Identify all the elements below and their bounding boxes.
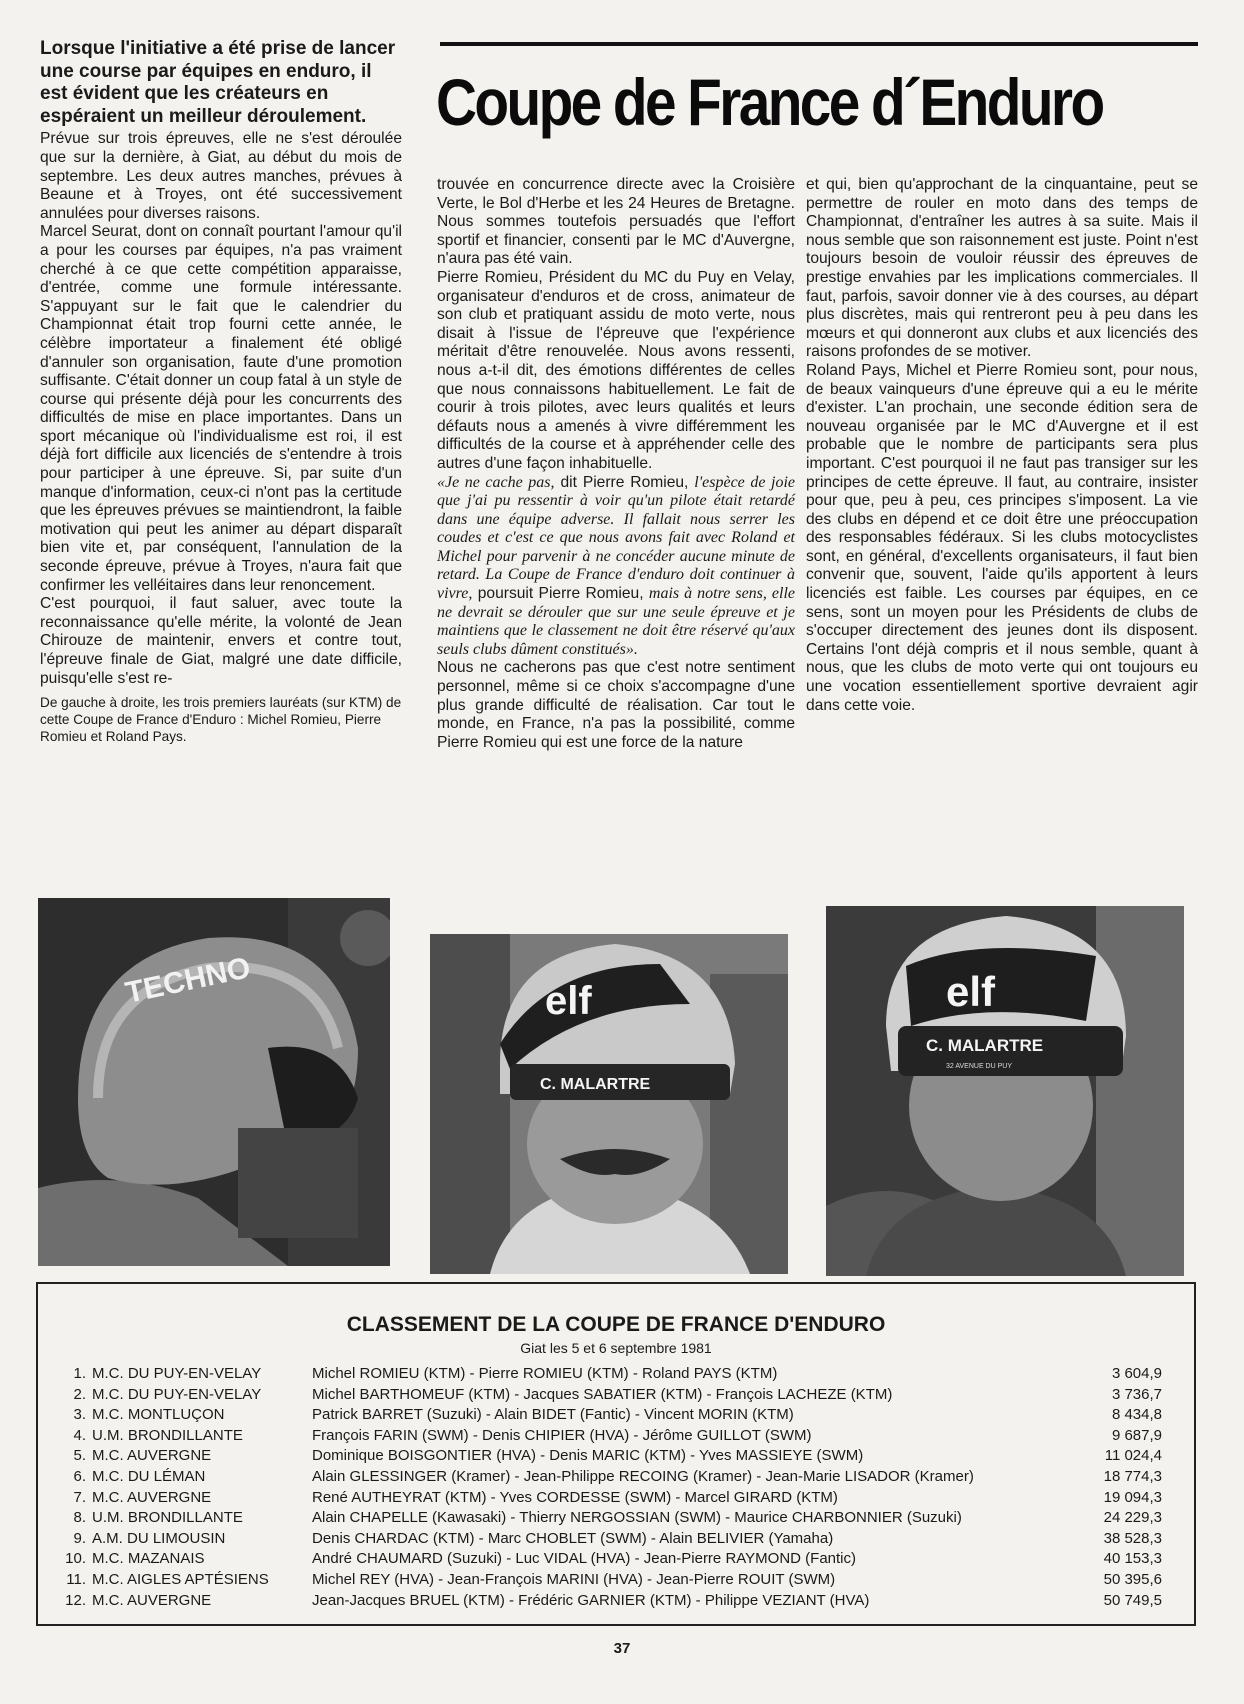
club-cell: M.C. MAZANAIS: [92, 1550, 205, 1568]
helmet-band: C. MALARTRE: [540, 1076, 651, 1093]
pilots-cell: Michel BARTHOMEUF (KTM) - Jacques SABATIER (KTM) - François LACHEZE (KTM): [312, 1385, 893, 1403]
club-cell: U.M. BRONDILLANTE: [92, 1509, 243, 1527]
quote-text: «Je ne cache pas,: [437, 473, 555, 491]
helmet-band-small: 32 AVENUE DU PUY: [946, 1063, 1013, 1070]
pilots-cell: Jean-Jacques BRUEL (KTM) - Frédéric GARNIER (KTM) - Philippe VEZIANT (HVA): [312, 1591, 870, 1609]
paragraph: Pierre Romieu, Président du MC du Puy en Velay, organisateur d'enduros et de cross, animateur de son club et pratiquant assidu de moto verte, nous disait à l'issue de l'épreuve que l'expérience méritait d'être renouvelée. Nous avons ressenti, nous a-t-il dit, des émotions différentes de celles que nous connaissons habituellement. Le fait de courir à trois pilotes, avec leurs qualités et leurs défauts nous a amenés à vivre différemment les difficultés de la course et à appréhender celle des autres d'une façon inhabituelle.: [437, 268, 795, 472]
column-1: [40, 38, 402, 745]
pilots-cell: Michel REY (HVA) - Jean-François MARINI (HVA) - Jean-Pierre ROUIT (SWM): [312, 1571, 836, 1588]
rank-cell: 5.: [73, 1447, 86, 1465]
table-row: [38, 1507, 1194, 1528]
quote-text: l'espèce de joie que j'ai pu ressentir à voir qu'un pilote était retardé dans une équipe adverse. Il fallait nous serrer les coudes et c'est ce que nous avons fait avec Roland et Michel pour parvenir à ne concéder aucune minute de retard. La Coupe de France d'enduro doit continuer à vivre,: [437, 473, 796, 603]
rank-cell: 2.: [73, 1385, 86, 1403]
table-row: [38, 1466, 1194, 1487]
paragraph: trouvée en concurrence directe avec la Croisière Verte, le Bol d'Herbe et les 24 Heures de Bretagne. Nous sommes toutefois persuadés que l'effort sportif et financier, consenti par le MC d'Auvergne, n'aura pas été vain.: [437, 176, 795, 268]
classement-title: CLASSEMENT DE LA COUPE DE FRANCE D'ENDURO: [346, 1313, 886, 1336]
paragraph: et qui, bien qu'approchant de la cinquantaine, peut se permettre de rouler en moto dans des temps de Championnat, d'entraîner les autres à sa suite. Mais il nous semble que son raisonnement est juste. Point n'est toujours besoin de vouloir réussir des épreuves de prestige envahies par les implications commerciales. Il faut, parfois, savoir donner vie à des courses, au départ plus discrètes, mais qui rentreront peu à peu dans les mœurs et qui donneront aux clubs et aux licenciés des raisons profondes de se motiver.: [806, 176, 1198, 361]
page-number: 37: [613, 1640, 631, 1657]
table-row: [38, 1569, 1194, 1590]
club-cell: M.C. DU PUY-EN-VELAY: [92, 1385, 262, 1403]
table-row: [38, 1404, 1194, 1425]
table-row: [38, 1487, 1194, 1508]
table-row: [38, 1363, 1194, 1384]
club-cell: M.C. DU LÉMAN: [92, 1468, 206, 1485]
club-cell: M.C. AUVERGNE: [92, 1447, 212, 1465]
pilots-cell: Dominique BOISGONTIER (HVA) - Denis MARIC (KTM) - Yves MASSIEYE (SWM): [312, 1447, 864, 1465]
paragraph: Marcel Seurat, dont on connaît pourtant l'amour qu'il a pour les courses par équipes, n'a pas vraiment cherché à ce que cette compétition apparaisse, d'entrée, comme une formule intéressante. S'appuyant sur le fait que le calendrier du Championnat était trop fourni cette année, le célèbre importateur a finalement été obligé d'annuler son organisation, faute d'une promotion suffisante. C'était donner un coup fatal à un style de course qui présente déjà pour les concurrents des difficultés de mise en place importantes. Dans un sport mécanique où l'individualisme est roi, il est déjà fort difficile aux licenciés de s'entendre à trois pour participer à une épreuve. Si, par suite d'un manque d'information, ceux-ci n'ont pas la certitude que les épreuves prévues se maintiendront, la faible motivation qui peut les animer au départ disparaît bien vite et, par conséquent, l'annulation de la seconde épreuve, prévue à Troyes, n'aura fait que confirmer les velléitaires dans leur renoncement.: [40, 223, 402, 594]
table-row: [38, 1425, 1194, 1446]
table-row: [38, 1590, 1194, 1611]
classement-box: [36, 1282, 1196, 1626]
rank-cell: 10.: [65, 1550, 86, 1568]
rank-cell: 8.: [73, 1509, 86, 1527]
time-cell: 3 604,9: [1111, 1365, 1162, 1382]
title-rule: [440, 42, 1198, 46]
helmet-logo: TECHNO: [122, 951, 254, 1010]
column-3: [806, 176, 1198, 715]
club-cell: U.M. BRONDILLANTE: [92, 1426, 243, 1444]
club-cell: M.C. AUVERGNE: [92, 1488, 212, 1506]
quote-text: mais à notre sens, elle ne devrait se dérouler que sur une seule épreuve et je maintiens que le classement ne doit être réservé qu'aux seuls clubs dûment constitués».: [437, 585, 795, 658]
quote-attribution: dit Pierre Romieu,: [554, 473, 695, 491]
rank-cell: 7.: [73, 1488, 86, 1506]
time-cell: 3 736,7: [1111, 1385, 1162, 1403]
pilots-cell: Patrick BARRET (Suzuki) - Alain BIDET (Fantic) - Vincent MORIN (KTM): [312, 1406, 794, 1424]
paragraph: Prévue sur trois épreuves, elle ne s'est déroulée que sur la dernière, à Giat, au début du mois de septembre. Les deux autres manches, prévues à Beaune et à Troyes, ont été successivement annulées pour diverses raisons.: [40, 130, 402, 222]
helmet-brand: elf: [545, 979, 592, 1023]
time-cell: 18 774,3: [1103, 1468, 1162, 1485]
classement-subtitle: Giat les 5 et 6 septembre 1981: [520, 1340, 712, 1356]
helmet-band: C. MALARTRE: [926, 1036, 1044, 1055]
rank-cell: 1.: [73, 1365, 86, 1382]
pilots-cell: Alain CHAPELLE (Kawasaki) - Thierry NERGOSSIAN (SWM) - Maurice CHARBONNIER (Suzuki): [312, 1509, 962, 1527]
time-cell: 24 229,3: [1103, 1509, 1162, 1527]
club-cell: M.C. MONTLUÇON: [92, 1406, 225, 1424]
rank-cell: 11.: [66, 1571, 86, 1588]
photo-michel-romieu: [38, 898, 390, 1266]
photo-roland-pays: [826, 906, 1184, 1276]
pilots-cell: Michel ROMIEU (KTM) - Pierre ROMIEU (KTM) - Roland PAYS (KTM): [312, 1365, 778, 1382]
club-cell: M.C. AUVERGNE: [92, 1591, 212, 1609]
pilots-cell: René AUTHEYRAT (KTM) - Yves CORDESSE (SWM) - Marcel GIRARD (KTM): [312, 1488, 838, 1506]
column-2: [437, 176, 795, 752]
time-cell: 50 749,5: [1103, 1591, 1162, 1609]
table-row: [38, 1528, 1194, 1549]
quote-paragraph: [437, 474, 795, 660]
quote-attribution: poursuit Pierre Romieu,: [472, 585, 649, 603]
time-cell: 11 024,4: [1104, 1447, 1162, 1465]
club-cell: M.C. AIGLES APTÉSIENS: [92, 1571, 269, 1588]
paragraph: Roland Pays, Michel et Pierre Romieu sont, pour nous, de beaux vainqueurs d'une épreuve qui a eu le mérite d'exister. L'an prochain, une seconde édition sera de nouveau organisée par le MC d'Auvergne et il est probable que le nombre de participants sera plus important. C'est pourquoi il ne faut pas transiger sur les principes de cette épreuve. Il faut, au contraire, insister pour que, peu à peu, ces principes s'imposent. La vie des clubs en dépend et ce doit être une préoccupation des responsables fédéraux. Si les clubs motocyclistes sont, en général, d'excellents organisateurs, il faut bien convenir que, souvent, l'aide qu'ils apportent à leurs licenciés est faible. Les courses par équipes, en ce sens, sont un moyen pour les Présidents de clubs de s'occuper directement des jeunes dont ils disposent. Certains l'ont déjà compris et il nous semble, quant à nous, que les clubs de moto verte qui ont toujours eu une vocation essentiellement sportive devraient agir dans cette voie.: [806, 361, 1198, 714]
pilots-cell: André CHAUMARD (Suzuki) - Luc VIDAL (HVA) - Jean-Pierre RAYMOND (Fantic): [312, 1550, 856, 1568]
time-cell: 19 094,3: [1103, 1488, 1162, 1506]
club-cell: M.C. DU PUY-EN-VELAY: [92, 1365, 262, 1382]
intro-paragraph: Lorsque l'initiative a été prise de lancer une course par équipes en enduro, il est évident que les créateurs en espéraient un meilleur déroulement.: [40, 38, 396, 127]
photo-pierre-romieu: [430, 934, 788, 1274]
pilots-cell: François FARIN (SWM) - Denis CHIPIER (HVA) - Jérôme GUILLOT (SWM): [312, 1426, 812, 1444]
time-cell: 38 528,3: [1103, 1529, 1162, 1547]
helmet-brand: elf: [946, 968, 996, 1015]
pilots-cell: Denis CHARDAC (KTM) - Marc CHOBLET (SWM) - Alain BELIVIER (Yamaha): [312, 1529, 834, 1547]
rank-cell: 12.: [65, 1591, 86, 1609]
paragraph: Nous ne cacherons pas que c'est notre sentiment personnel, même si ce choix s'accompagne d'une plus grande difficulté de réalisation. Car tout le monde, en France, n'a pas la possibilité, comme Pierre Romieu qui est une force de la nature: [437, 659, 795, 751]
table-row: [38, 1548, 1194, 1569]
time-cell: 8 434,8: [1111, 1406, 1162, 1424]
photo-caption: De gauche à droite, les trois premiers lauréats (sur KTM) de cette Coupe de France d'Enduro : Michel Romieu, Pierre Romieu et Roland Pays.: [40, 695, 402, 745]
article-title: Coupe de France d´Enduro: [436, 65, 1103, 139]
time-cell: 9 687,9: [1111, 1426, 1162, 1444]
pilots-cell: Alain GLESSINGER (Kramer) - Jean-Philippe RECOING (Kramer) - Jean-Marie LISADOR (Kramer): [312, 1468, 974, 1485]
table-row: [38, 1384, 1194, 1405]
club-cell: A.M. DU LIMOUSIN: [92, 1529, 226, 1547]
rank-cell: 3.: [73, 1406, 86, 1424]
rank-cell: 9.: [73, 1529, 86, 1547]
time-cell: 50 395,6: [1103, 1571, 1162, 1588]
time-cell: 40 153,3: [1103, 1550, 1162, 1568]
paragraph: C'est pourquoi, il faut saluer, avec toute la reconnaissance qu'elle mérite, la volonté de Jean Chirouze de maintenir, envers et contre tout, l'épreuve finale de Giat, malgré une date difficile, puisqu'elle s'est re-: [40, 595, 402, 687]
rank-cell: 6.: [73, 1468, 86, 1485]
table-row: [38, 1445, 1194, 1466]
rank-cell: 4.: [73, 1426, 86, 1444]
